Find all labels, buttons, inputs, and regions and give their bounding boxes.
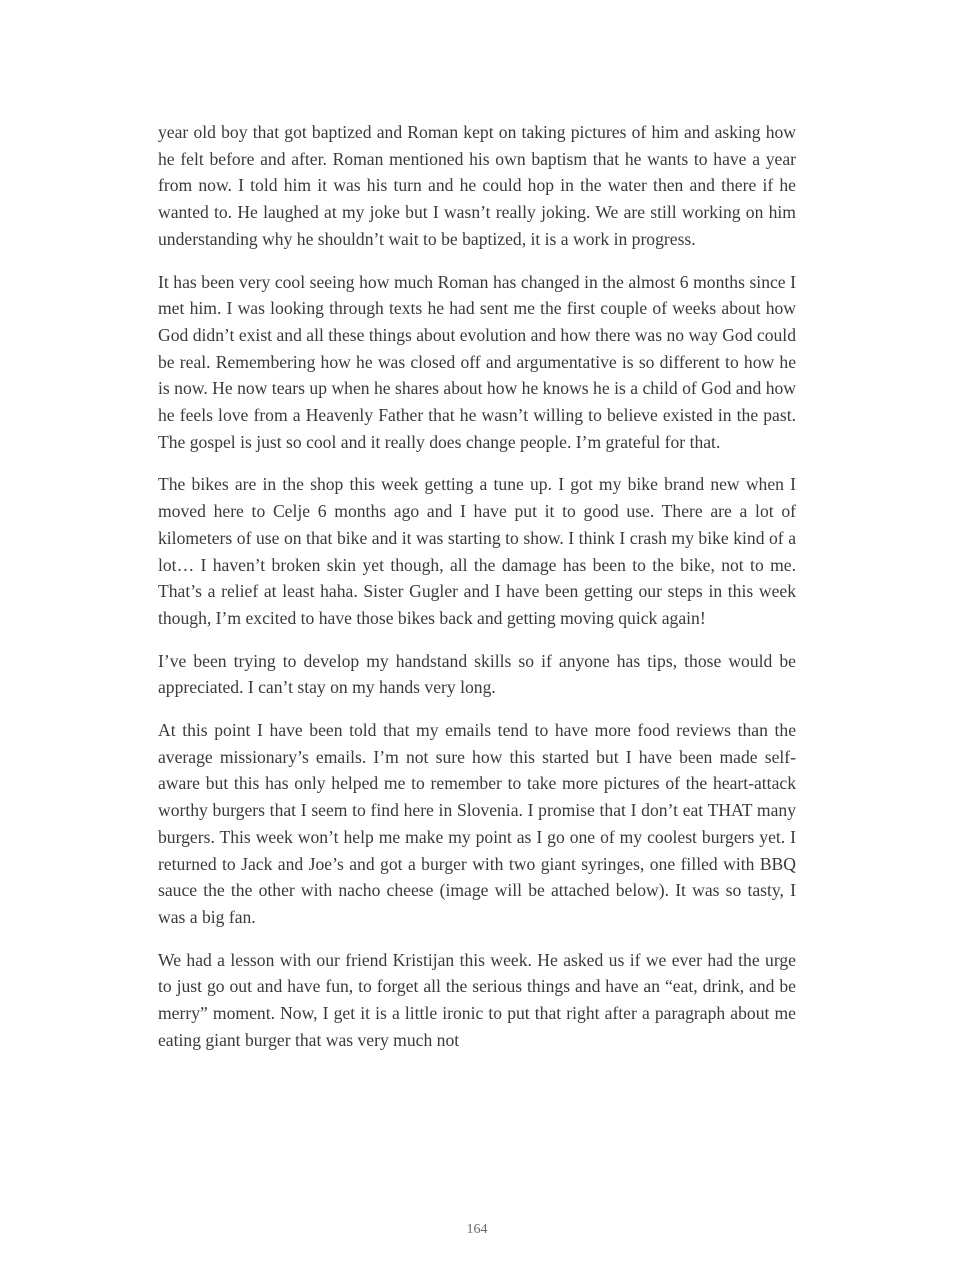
paragraph-2: It has been very cool seeing how much Roman has changed in the almost 6 months since I met him. I was looking through texts he had sent me the first couple of weeks about how God didn’t exist and all these things about evolution and how there was no way God could be real. Remembering how he was closed off and argumentative is so different to how he is now. He now tears up when he shares about how he knows he is a child of God and how he feels love from a Heavenly Father that he wasn’t willing to believe existed in the past. The gospel is just so cool and it really does change people. I’m grateful for that. <box>158 271 796 452</box>
page-number: 164 <box>466 1222 488 1237</box>
paragraph-6: We had a lesson with our friend Kristijan this week. He asked us if we ever had the urge to just go out and have fun, to forget all the serious things and have an “eat, drink, and be merry” moment. Now, I get it is a little ironic to put that right after a paragraph about me eating giant burger that was very much not <box>158 949 796 1050</box>
paragraph-1: year old boy that got baptized and Roman kept on taking pictures of him and asking how he felt before and after. Roman mentioned his own baptism that he wants to have a year from now. I told him it was his turn and he could hop in the water then and there if he wanted to. He laughed at my joke but I wasn’t really joking. We are still working on him understanding why he shouldn’t wait to be baptized, it is a work in progress. <box>158 122 796 249</box>
paragraph-3: The bikes are in the shop this week getting a tune up. I got my bike brand new when I moved here to Celje 6 months ago and I have put it to good use. There are a lot of kilometers of use on that bike and it was starting to show. I think I crash my bike kind of a lot… I haven’t broken skin yet though, all the damage has been to the bike, not to me. That’s a relief at least haha. Sister Gugler and I have been getting our steps in this week though, I’m excited to have those bikes back and getting moving quick again! <box>158 474 796 628</box>
body-text <box>158 119 796 1070</box>
paragraph-5: At this point I have been told that my emails tend to have more food reviews than the average missionary’s emails. I’m not sure how this started but I have been made self-aware but this has only helped me to remember to take more pictures of the heart-attack worthy burgers that I seem to find here in Slovenia. I promise that I don’t eat THAT many burgers. This week won’t help me make my point as I go one of my coolest burgers yet. I returned to Jack and Joe’s and got a burger with two giant syringes, one filled with BBQ sauce the the other with nacho cheese (image will be attached below). It was so tasty, I was a big fan. <box>158 720 796 927</box>
paragraph-4: I’ve been trying to develop my handstand skills so if anyone has tips, those would be appreciated. I can’t stay on my hands very long. <box>158 650 796 698</box>
